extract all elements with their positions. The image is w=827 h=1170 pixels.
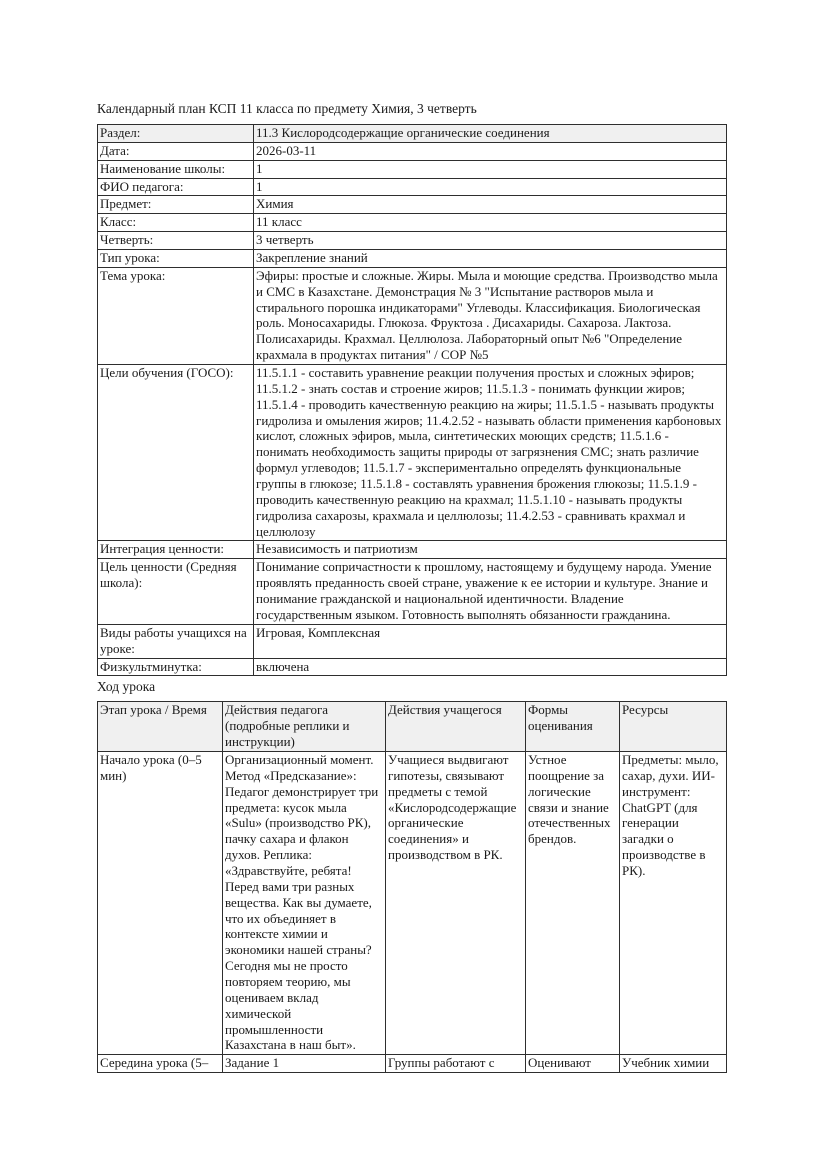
info-label: Виды работы учащихся на уроке: [98, 624, 254, 658]
info-label: Физкультминутка: [98, 658, 254, 676]
teacher-actions-cell: Организационный момент. Метод «Предсказание»: Педагог демонстрирует три предмета: кусок мыла «Sulu» (производство РК), пачку сахара и флакон духов. Реплика: «Здравствуйте, ребята! Перед вами три разных вещества. Как вы думаете, что их объединяет в контексте химии и экономики нашей страны? Сегодня мы не просто повторяем теорию, мы оцениваем вклад химической промышленности Казахстана в наш быт». [223, 751, 386, 1054]
column-header-teacher-actions: Действия педагога (подробные реплики и инструкции) [223, 702, 386, 752]
lesson-flow-table [97, 701, 727, 1073]
table-row [98, 267, 727, 364]
lesson-flow-heading: Ход урока [97, 679, 156, 695]
table-row [98, 160, 727, 178]
table-row [98, 751, 727, 1054]
info-value: Эфиры: простые и сложные. Жиры. Мыла и моющие средства. Производство мыла и СМС в Казахстане. Демонстрация № 3 "Испытание растворов мыла и стирального порошка индикаторами" Углеводы. Классификация. Биологическая роль. Моносахариды. Глюкоза. Фруктоза . Дисахариды. Сахароза. Лактоза. Полисахариды. Крахмал. Целлюлоза. Лабораторный опыт №6 "Определение крахмала в продуктах питания" / СОР №5 [254, 267, 727, 364]
info-label: Цели обучения (ГОСО): [98, 365, 254, 541]
document-page [97, 101, 726, 1073]
stage-cell: Середина урока (5– [98, 1055, 223, 1073]
info-label: ФИО педагога: [98, 178, 254, 196]
info-label: Наименование школы: [98, 160, 254, 178]
info-label: Предмет: [98, 196, 254, 214]
assessment-cell: Оценивают [526, 1055, 620, 1073]
stage-cell: Начало урока (0–5 мин) [98, 751, 223, 1054]
table-row [98, 232, 727, 250]
info-label: Раздел: [98, 125, 254, 143]
lesson-info-table [97, 124, 727, 676]
info-value: 11.5.1.1 - составить уравнение реакции получения простых и сложных эфиров; 11.5.1.2 - знать состав и строение жиров; 11.5.1.3 - понимать функции жиров; 11.5.1.4 - проводить качественную реакцию на жиры; 11.5.1.5 - называть продукты гидролиза и омыления жиров; 11.4.2.52 - называть области применения карбоновых кислот, сложных эфиров, мыла, синтетических моющих средств; 11.5.1.6 - понимать необходимость защиты природы от загрязнения СМС; знать различие формул углеводов; 11.5.1.7 - экспериментально определять функциональные группы в глюкозе; 11.5.1.8 - составлять уравнения брожения глюкозы; 11.5.1.9 - проводить качественную реакцию на крахмал; 11.5.1.10 - называть продукты гидролиза сахарозы, крахмала и целлюлозы; 11.4.2.53 - сравнивать крахмал и целлюлозу [254, 365, 727, 541]
table-row [98, 142, 727, 160]
table-row [98, 624, 727, 658]
column-header-student-actions: Действия учащегося [386, 702, 526, 752]
info-value: 1 [254, 178, 727, 196]
teacher-actions-cell: Задание 1 [223, 1055, 386, 1073]
info-value: Химия [254, 196, 727, 214]
table-row [98, 365, 727, 541]
table-row [98, 541, 727, 559]
table-row [98, 214, 727, 232]
info-label: Тип урока: [98, 250, 254, 268]
document-title: Календарный план КСП 11 класса по предмету Химия, 3 четверть [97, 101, 477, 116]
table-row [98, 559, 727, 624]
info-value: 1 [254, 160, 727, 178]
table-row [98, 1055, 727, 1073]
info-value: Независимость и патриотизм [254, 541, 727, 559]
table-row [98, 178, 727, 196]
info-value: 2026-03-11 [254, 142, 727, 160]
info-label: Четверть: [98, 232, 254, 250]
student-actions-cell: Группы работают с [386, 1055, 526, 1073]
info-value: Закрепление знаний [254, 250, 727, 268]
info-value: 11.3 Кислородсодержащие органические соединения [254, 125, 727, 143]
info-label: Цель ценности (Средняя школа): [98, 559, 254, 624]
info-value: 11 класс [254, 214, 727, 232]
table-row [98, 250, 727, 268]
info-value: 3 четверть [254, 232, 727, 250]
resources-cell: Учебник химии [620, 1055, 727, 1073]
info-label: Класс: [98, 214, 254, 232]
info-label: Интеграция ценности: [98, 541, 254, 559]
table-row [98, 196, 727, 214]
table-row [98, 125, 727, 143]
column-header-stage: Этап урока / Время [98, 702, 223, 752]
info-value: включена [254, 658, 727, 676]
info-value: Игровая, Комплексная [254, 624, 727, 658]
info-label: Дата: [98, 142, 254, 160]
table-header-row [98, 702, 727, 752]
info-value: Понимание сопричастности к прошлому, настоящему и будущему народа. Умение проявлять преданность своей стране, уважение к ее истории и культуре. Знание и понимание гражданской и национальной идентичности. Владение государственным языком. Готовность выполнять обязанности гражданина. [254, 559, 727, 624]
student-actions-cell: Учащиеся выдвигают гипотезы, связывают предметы с темой «Кислородсодержащие органические соединения» и производством в РК. [386, 751, 526, 1054]
assessment-cell: Устное поощрение за логические связи и знание отечественных брендов. [526, 751, 620, 1054]
column-header-assessment: Формы оценивания [526, 702, 620, 752]
table-row [98, 658, 727, 676]
resources-cell: Предметы: мыло, сахар, духи. ИИ-инструмент: ChatGPT (для генерации загадки о производстве в РК). [620, 751, 727, 1054]
column-header-resources: Ресурсы [620, 702, 727, 752]
info-label: Тема урока: [98, 267, 254, 364]
